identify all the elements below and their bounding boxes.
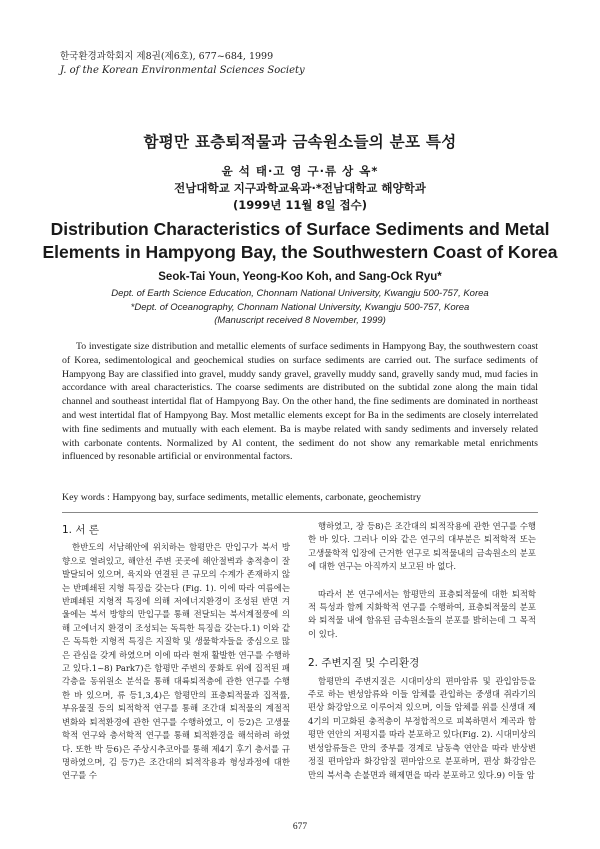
spacer <box>308 574 536 588</box>
divider <box>62 512 538 513</box>
right-column <box>308 520 536 782</box>
authors-korean: 윤 석 태·고 영 구·류 상 옥* <box>221 164 379 178</box>
right-paragraph-2: 따라서 본 연구에서는 함평만의 표층퇴적물에 대한 퇴적학적 특성과 함께 지화학적 연구를 수행하여, 표층퇴적물의 분포와 퇴적물 내에 함유된 금속원소들의 분포를 밝히는데 그 목적이 있다. <box>308 588 536 639</box>
keywords: Key words : Hampyong bay, surface sediments, metallic elements, carbonate, geochemistry <box>62 492 422 503</box>
right-paragraph-1: 행하였고, 장 등8)은 조간대의 퇴적작용에 관한 연구를 수행 한 바 있다. 그러나 이와 같은 연구의 대부분은 퇴적학적 또는 고생물학적 입장에 근거한 연구로 퇴적물내의 금속원소의 분포에 대한 연구는 아직까지 보고된 바 없다. <box>308 521 536 572</box>
affiliation-line-1: Dept. of Earth Science Education, Chonnam National University, Kwangju 500-757, Korea <box>111 288 489 299</box>
section-1-heading: 1. 서 론 <box>62 524 99 536</box>
journal-citation-en: J. of the Korean Environmental Sciences Society <box>60 65 305 76</box>
section-2-heading: 2. 주변지질 및 수리환경 <box>308 657 420 670</box>
affiliation-line-2: *Dept. of Oceanography, Chonnam National University, Kwangju 500-757, Korea <box>130 301 470 313</box>
journal-citation-ko: 한국환경과학회지 제8권(제6호), 677~684, 1999 <box>60 51 274 62</box>
journal-header <box>60 50 305 78</box>
title-english: Distribution Characteristics of Surface Sediments and Metal Elements in Hampyong Bay, the Southwestern Coast of Korea <box>42 219 558 262</box>
authors-english: Seok-Tai Youn, Yeong-Koo Koh, and Sang-Ock Ryu* <box>158 271 442 283</box>
page-number: 677 <box>292 822 308 832</box>
abstract: To investigate size distribution and metallic elements of surface sediments in Hampyong Bay, the southwestern coast of Korea, sedimentological and geochemical studies on surface sediments are carried out. The surface sediments of Hampyong Bay are classified into gravel, muddy sandy gravel, gravelly muddy sand, gravelly sandy mud, mud facies in accordance with areal characteristics. The coarse sediments are distributed on the subtidal zone along the main tidal channel and southeast intertidal flat of Hampyong Bay. On the other hand, the fine sediments are dominated in northeast and west intertidal flat of Hampyong Bay. Most metallic elements except for Ba in the sediments are closely interrelated with fine sediments and mutually with each element. Ba is maybe related with sandy sediments and inversely related with carbonate contents. Normalized by Al content, the sediment do not show any remarkable metal enrichments influenced by resonable artificial or environmental factors. <box>62 341 538 463</box>
left-column <box>62 520 290 783</box>
title-korean: 함평만 표층퇴적물과 금속원소들의 분포 특성 <box>143 133 457 151</box>
received-date-english: (Manuscript received 8 November, 1999) <box>214 315 386 326</box>
section-2-paragraph: 함평만의 주변지질은 시대미상의 편마암류 및 관입암등을 주로 하는 변성암류와 이들 암체를 관입하는 중생대 쥐라기의 편상 화강암으로 이루어져 있으며, 이들 암체를 위를 신생대 제4기의 미고화된 충적층이 부정합적으로 피복하면서 계곡과 함평만 연안의 저평지를 따라 분포하고 있다(Fig. 2). 시대미상의 변성암류들은 만의 중부를 경계로 남동측 연안을 따라 반상변정질 편마암과 화강암질 편마암으로 분포하며, 편상 화강암은 만의 북서측 손불면과 해제면을 따라 분포하고 있다.9) 이들 암 <box>308 675 536 780</box>
section-1-paragraph: 한반도의 서남해안에 위치하는 함평만은 만입구가 북서 방향으로 열려있고, 해안선 주변 곳곳에 해안절벽과 충적층이 잘 발달되어 있으며, 육지와 연결된 큰 규모의 수계가 존재하지 않는 반폐쇄된 지형 특징을 갖는다 (Fig. 1). 이에 따라 여름에는 반폐쇄된 지형적 특징에 의해 저에너지환경이 조성된 반면 겨울에는 북서 방향의 만입구를 통해 전달되는 북서계절풍에 의해 고에너지 환경이 조성되는 독특한 특징을 갖는다.1) 이와 같은 독특한 지형적 특징은 지질학 및 생물학자들을 중심으로 많은 관심을 갖게 하였으며 이에 따라 현재 활발한 연구를 수행하고 있다.1~8) Park7)은 함평만 주변의 풍화토 위에 집적된 패각층을 동위원소 분석을 통해 대륙퇴적층에 관한 연구를 수행한 바 있으며, 류 등1,3,4)은 함평만의 표층퇴적물과 집적률, 부유물질 등의 퇴적학적 연구를 통해 조간대 퇴적물의 계절적 변화와 퇴적환경에 관한 연구를 수행하였고, 이 등2)은 고생물학적 연구와 층서학적 연구를 통해 퇴적환경을 해석하려 하였다. 또한 박 등6)은 주상시추코아를 통해 제4기 후기 층서를 규명하였으며, 김 등7)은 조간대의 퇴적작용과 형성과정에 대한 연구를 수 <box>62 542 290 781</box>
affiliation-english <box>0 287 600 328</box>
received-date-korean: (1999년 11월 8일 접수) <box>232 198 368 212</box>
affiliation-korean: 전남대학교 지구과학교육과·*전남대학교 해양학과 <box>174 181 426 195</box>
spacer <box>308 641 536 655</box>
